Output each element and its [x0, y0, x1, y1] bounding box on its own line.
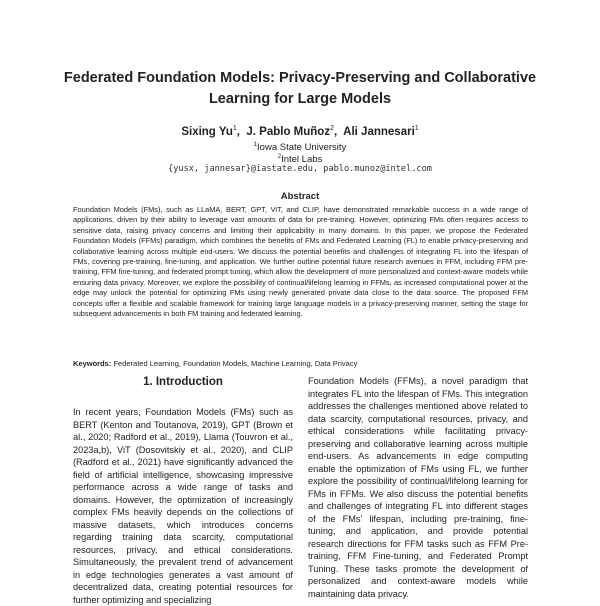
author-name: J. Pablo Muñoz — [246, 126, 331, 138]
affiliation-mark: 2 — [277, 154, 282, 160]
keywords-label: Keywords: — [73, 359, 112, 368]
intro-left-column: In recent years, Foundation Models (FMs) such as BERT (Kenton and Toutanova, 2019), GPT (Brown et al., 2020; Radford et al., 2019), Llama (Touvron et al., 2023a,b), ViT (Dosovitskiy et al., 2020), and CLIP (Radford et al., 2021) have significantly advanced the field of artificial intelligence, showcasing impressive performance across a wide range of tasks and domains. However, the optimization of increasingly complex FMs heavily depends on the collections of massive datasets, which introduces concerns regarding training data scarcity, computational resources, privacy, and ethical considerations. Simultaneously, the prevalent trend of advancement in edge technologies generates a vast amount of decentralized data, creating potential resources for further optimizing and specializing — [73, 407, 293, 605]
author-name: Ali Jannesari — [343, 126, 415, 138]
author-emails: {yusx, jannesar}@iastate.edu, pablo.munoz@intel.com — [168, 164, 432, 174]
affiliation-mark: 1 — [253, 142, 258, 148]
affiliation-name: Intel Labs — [281, 154, 323, 165]
author-affiliation-mark: 1 — [414, 125, 419, 132]
author-affiliation-mark: 2 — [330, 125, 334, 132]
abstract-text: Foundation Models (FMs), such as LLaMA, BERT, GPT, ViT, and CLIP, have demonstrated remarkable success in a wide range of applications, driven by their ability to leverage vast amounts of data for pre-training. However, optimizing FMs often requires access to sensitive data, raising privacy concerns and limiting their applicability in many domains. In this paper, we propose the Federated Foundation Models (FFMs) paradigm, which combines the benefits of FMs and Federated Learning (FL) to enable privacy-preserving and collaborative learning across multiple end-users. We discuss the potential benefits and challenges of integrating FL into the lifespan of FMs, covering pre-training, fine-tuning, and application. We further outline potential future research avenues in FFM, including FFM pre-training, FFM fine-tuning, and federated prompt tuning, which allow the development of more personalized and context-aware models while ensuring data privacy. Moreover, we explore the possibility of continual/lifelong learning in FFMs, as increased computational power at the edge may unlock the potential for optimizing FMs using newly generated private data close to the data source. The proposed FFM concepts offer a flexible and scalable framework for training large language models in a privacy-preserving manner, setting the stage for subsequent advancements in both FM training and federated learning. — [73, 205, 528, 319]
section-heading: 1. Introduction — [143, 376, 223, 388]
author-name: Sixing Yu — [181, 126, 233, 138]
paper-title: Federated Foundation Models: Privacy-Preserving and Collaborative Learning for Large Models — [63, 70, 537, 107]
abstract-heading: Abstract — [280, 191, 320, 202]
keywords-list: Federated Learning, Foundation Models, Machine Learning, Data Privacy — [113, 359, 358, 368]
author-list: Sixing Yu$^1$, J. Pablo Muñoz$^2$, Ali Jannesari$^1$ — [181, 125, 419, 138]
intro-right-column: Foundation Models (FFMs), a novel paradigm that integrates FL into the lifespan of FMs. This integration addresses the challenges mentioned above related to data scarcity, computational resources, privacy, and ethical considerations while facilitating privacy-preserving and collaborative learning across multiple end-users. As advancements in edge computing enable the optimization of FMs using FL, we further explore the possibility of continual/lifelong learning for FMs in FFMs. We also discuss the potential benefits and challenges of integrating FL into different stages of the FMs' lifespan, including pre-training, fine-tuning, and application, and provide potential research directions for FFM tasks such as FFM Pre-training, FFM Fine-tuning, and Federated Prompt Tuning. These tasks promote the development of personalized and context-aware models while maintaining data privacy. — [308, 376, 528, 599]
keywords-line — [73, 359, 528, 368]
affiliation-name: Iowa State University — [257, 142, 347, 153]
author-affiliation-mark: 1 — [232, 125, 237, 132]
